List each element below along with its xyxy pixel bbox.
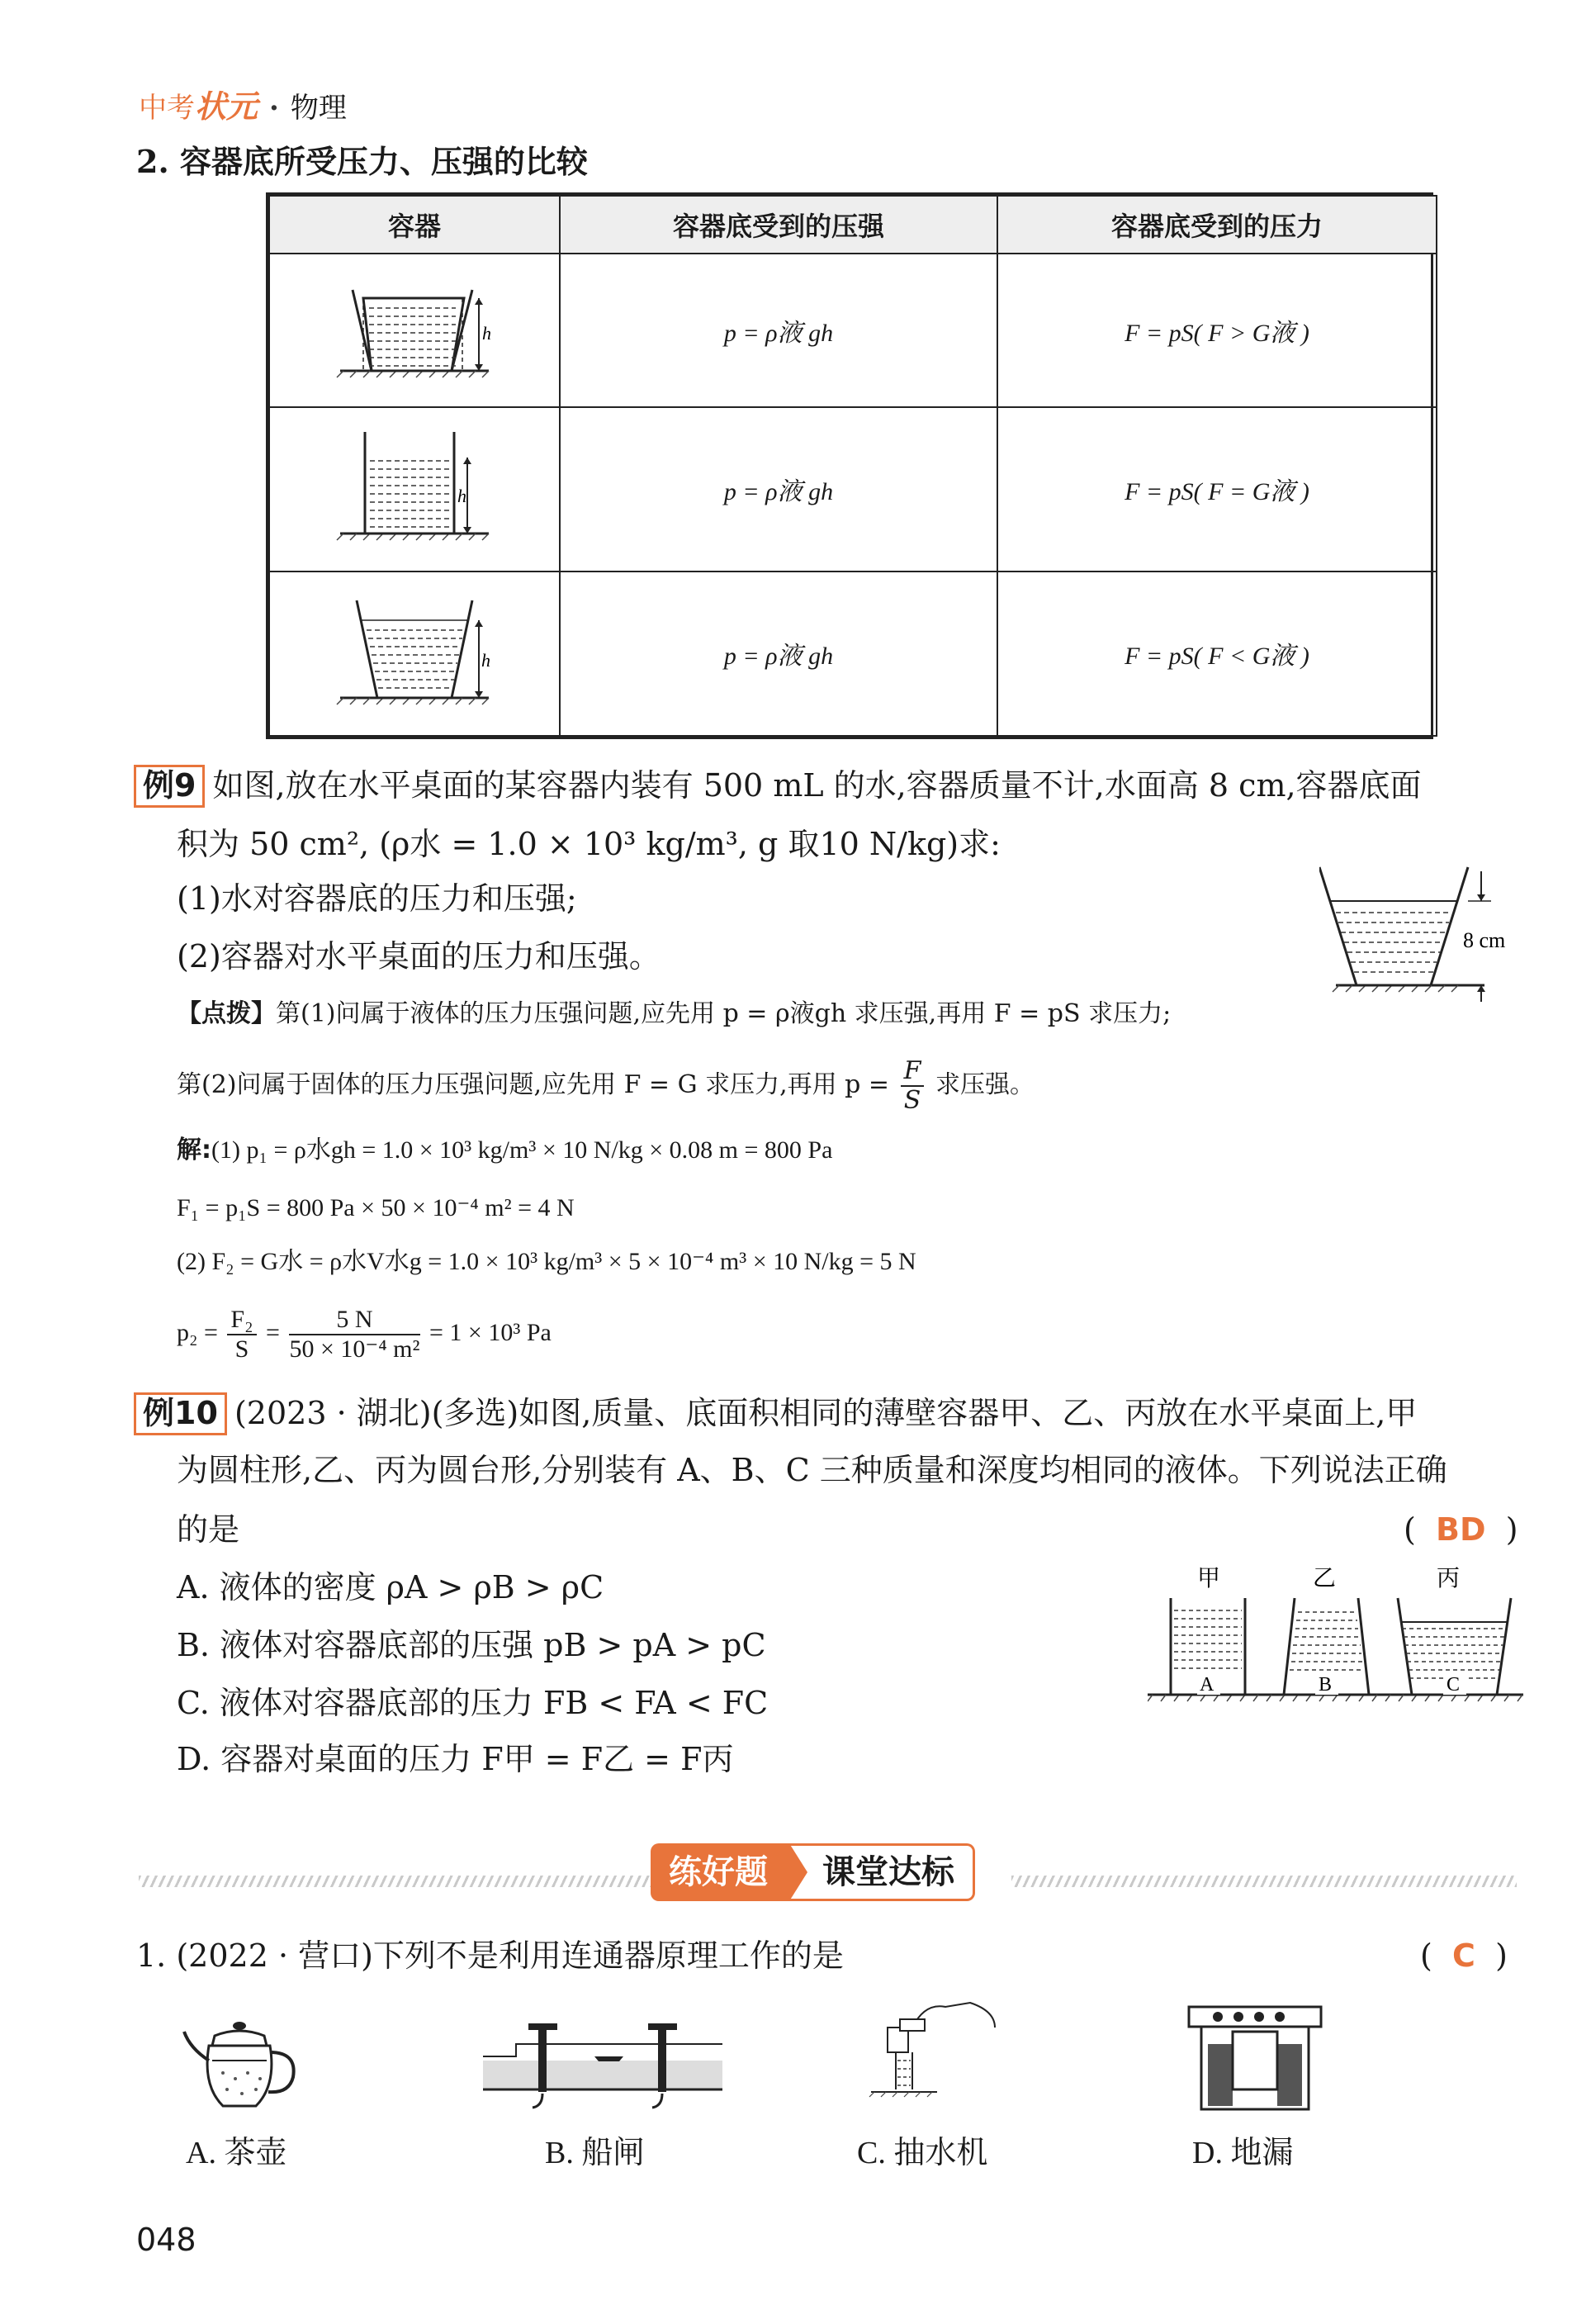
label-A: A — [1200, 1674, 1215, 1696]
label-bing: 丙 — [1437, 1564, 1461, 1591]
table-row — [269, 407, 1437, 572]
example10-option-a: A. 液体的密度 ρA > ρB > ρC — [177, 1569, 604, 1605]
example10-option-d: D. 容器对桌面的压力 F甲 = F乙 = F丙 — [177, 1741, 734, 1777]
example10-text1: (2023 · 湖北)(多选)如图,质量、底面积相同的薄壁容器甲、乙、丙放在水平桌面上,甲 — [234, 1395, 1418, 1431]
figure-8cm-label: 8 cm — [1463, 928, 1506, 952]
solution-line4 — [177, 1307, 552, 1362]
container-diagram-narrow-top — [269, 572, 560, 736]
teapot-icon — [178, 2003, 301, 2118]
hint-line2 — [177, 1056, 1035, 1115]
example10-answer: BD — [1436, 1511, 1486, 1548]
example10-option-b: B. 液体对容器底部的压强 pB > pA > pC — [177, 1627, 766, 1663]
pressure-formula: p = ρ液 gh — [560, 254, 997, 407]
sol4-fraction1: $\frac{\text{F₂}}{S}$ — [227, 1307, 256, 1362]
container-narrow-top-figure — [332, 592, 497, 708]
example10-answer-box: ( BD ) — [1404, 1511, 1518, 1548]
choice-a: A. 茶壶 — [186, 2136, 287, 2170]
label-yi: 乙 — [1313, 1564, 1337, 1591]
choice-b: B. 船闸 — [545, 2136, 645, 2170]
hint2-post: 求压强。 — [935, 1070, 1035, 1099]
solution-line1 — [177, 1136, 832, 1165]
example9-line1 — [134, 765, 1422, 808]
example10-line2: 为圆柱形,乙、丙为圆台形,分别装有 A、B、C 三种质量和深度均相同的液体。下列说法正确 — [177, 1452, 1447, 1488]
label-C: C — [1447, 1674, 1461, 1696]
question1-answer: C — [1452, 1937, 1475, 1974]
example10-tag: 例10 — [134, 1392, 225, 1435]
section-banner — [651, 1843, 975, 1901]
sol4-fraction2: $\frac{5 N}{\text{50 × 10⁻⁴ m²}}$ — [289, 1306, 420, 1363]
example10-option-c: C. 液体对容器底部的压力 FB < FA < FC — [177, 1685, 769, 1721]
solution-line2: F₁ = p₁S = 800 Pa × 50 × 10⁻⁴ m² = 4 N — [177, 1194, 575, 1221]
brand-dot: · — [269, 92, 279, 125]
hint-text1: 第(1)问属于液体的压力压强问题,应先用 p = ρ液gh 求压强,再用 F = pS 求压力; — [276, 999, 1172, 1028]
table-header: 容器底受到的压力 — [997, 196, 1437, 254]
choice-d: D. 地漏 — [1192, 2136, 1294, 2170]
sol4-post: = 1 × 10³ Pa — [429, 1318, 552, 1346]
water-pump-icon — [863, 1994, 1011, 2118]
brand-part1: 中考 — [139, 92, 195, 125]
hint2-pre: 第(2)问属于固体的压力压强问题,应先用 F = G 求压力,再用 p = — [177, 1070, 890, 1099]
comparison-table — [266, 192, 1433, 739]
section-2-title: 2. 容器底所受压力、压强的比较 — [136, 143, 588, 180]
sol4-pre: p₂ = — [177, 1318, 218, 1346]
hint-line1 — [177, 999, 1171, 1029]
brand-part2: 状元 — [195, 88, 258, 125]
banner-divider-left — [139, 1876, 651, 1887]
hint2-fraction: $\frac{F}{S}$ — [901, 1059, 925, 1113]
table-header: 容器底受到的压强 — [560, 196, 997, 254]
example10-line1 — [134, 1392, 1417, 1435]
label-B: B — [1319, 1674, 1333, 1696]
example9-line2: 积为 50 cm², (ρ水 = 1.0 × 10³ kg/m³, g 取10 N/kg)求: — [177, 826, 1001, 862]
example9-text1: 如图,放在水平桌面的某容器内装有 500 mL 的水,容器质量不计,水面高 8 cm,容器底面 — [212, 767, 1422, 804]
banner-left: 练好题 — [651, 1843, 789, 1901]
hint-label: 【点拨】 — [177, 999, 276, 1028]
container-diagram-cylinder — [269, 407, 560, 572]
example9-question2: (2)容器对水平桌面的压力和压强。 — [177, 938, 661, 975]
solution-label: 解: — [177, 1136, 211, 1164]
banner-divider-right — [1011, 1876, 1517, 1887]
force-formula: F = pS( F > G液 ) — [997, 254, 1437, 407]
example9-figure — [1319, 863, 1509, 1003]
container-cylinder-figure — [332, 428, 497, 543]
example9-question1: (1)水对容器底的压力和压强; — [177, 880, 577, 917]
solution-line3: (2) F₂ = G水 = ρ水V水g = 1.0 × 10³ kg/m³ × 5 × 10⁻⁴ m³ × 10 N/kg = 5 N — [177, 1248, 916, 1275]
pressure-formula: p = ρ液 gh — [560, 572, 997, 736]
page-number: 048 — [136, 2222, 196, 2258]
question1-text: 1. (2022 · 营口)下列不是利用连通器原理工作的是 — [136, 1937, 844, 1974]
table-row — [269, 254, 1437, 407]
h-label: h — [481, 650, 490, 671]
example10-line3: 的是 — [177, 1511, 240, 1548]
example10-figure — [1148, 1561, 1527, 1710]
solution-text1: (1) p₁ = ρ水gh = 1.0 × 10³ kg/m³ × 10 N/kg × 0.08 m = 800 Pa — [211, 1136, 833, 1164]
subject-label: 物理 — [290, 92, 347, 125]
force-formula: F = pS( F = G液 ) — [997, 407, 1437, 572]
sol4-eq: = — [266, 1318, 280, 1346]
table-header: 容器 — [269, 196, 560, 254]
table-header-row — [269, 196, 1437, 254]
force-formula: F = pS( F < G液 ) — [997, 572, 1437, 736]
container-diagram-wide-top — [269, 254, 560, 407]
container-wide-top-figure — [332, 273, 497, 381]
brand-header — [139, 81, 347, 126]
example9-tag: 例9 — [134, 765, 202, 808]
label-jia: 甲 — [1197, 1564, 1221, 1591]
h-label: h — [482, 322, 491, 344]
pressure-formula: p = ρ液 gh — [560, 407, 997, 572]
choice-c: C. 抽水机 — [857, 2136, 988, 2170]
question1-answer-box: ( C ) — [1420, 1937, 1508, 1974]
floor-drain-icon — [1185, 1999, 1325, 2114]
ship-lock-icon — [483, 2015, 722, 2114]
banner-right: 课堂达标 — [789, 1843, 975, 1901]
table-row — [269, 572, 1437, 736]
h-label: h — [457, 486, 466, 507]
